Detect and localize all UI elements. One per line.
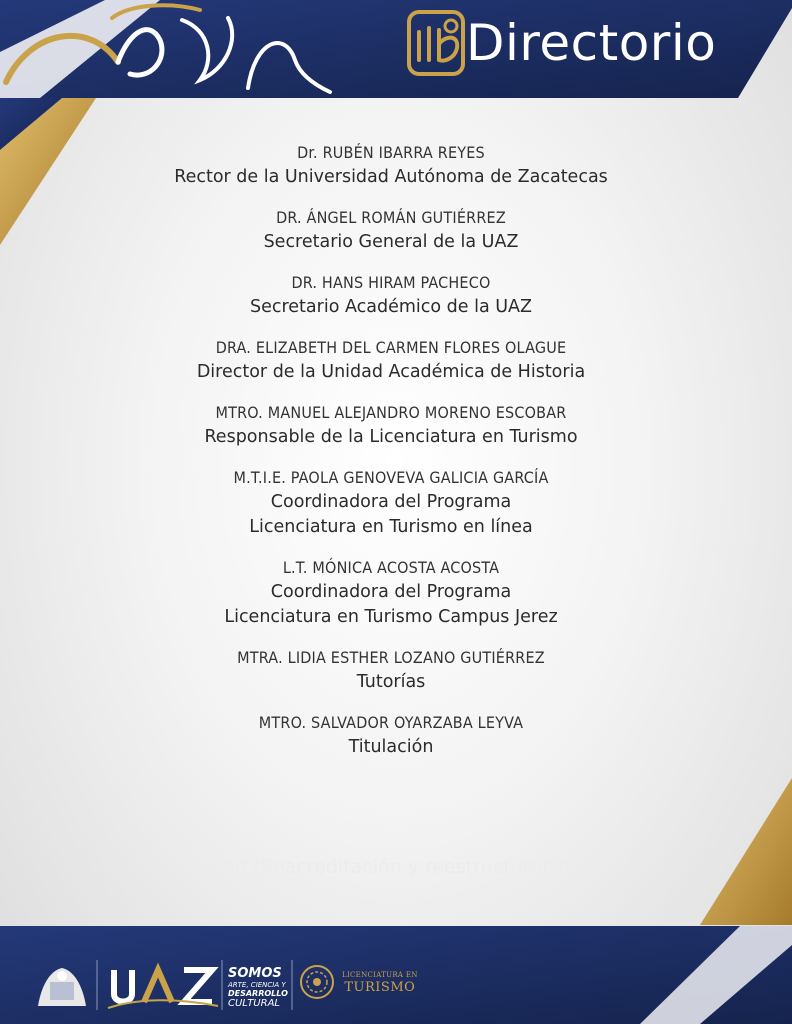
entry-name: M.T.I.E. PAOLA GENOVEVA GALICIA GARCÍA bbox=[233, 468, 549, 487]
ghost-text: lidad (Reacreditación y reestructuración) bbox=[200, 856, 590, 878]
cultural-label: CULTURAL bbox=[228, 998, 280, 1009]
directory-entry bbox=[96, 270, 686, 320]
directory-entry bbox=[96, 335, 686, 385]
directory-entry bbox=[96, 140, 686, 190]
entry-role: Secretario General de la UAZ bbox=[263, 232, 519, 252]
directory-entry bbox=[96, 555, 686, 630]
entry-name: MTRO. MANUEL ALEJANDRO MORENO ESCOBAR bbox=[215, 403, 567, 422]
somos-label: SOMOS bbox=[228, 966, 282, 981]
entry-name: MTRA. LIDIA ESTHER LOZANO GUTIÉRREZ bbox=[237, 648, 545, 667]
entry-role: Responsable de la Licenciatura en Turismo bbox=[204, 427, 578, 447]
licenciatura-turismo-logo bbox=[342, 972, 418, 994]
entry-role: Coordinadora del Programa Licenciatura en Turismo en línea bbox=[249, 492, 533, 537]
entry-name: DRA. ELIZABETH DEL CARMEN FLORES OLAGUE bbox=[215, 338, 567, 357]
page-title: Directorio bbox=[466, 14, 717, 72]
right-gold-stripe bbox=[700, 778, 792, 925]
lic-line1: LICENCIATURA EN bbox=[342, 971, 418, 979]
desarrollo-label: DESARROLLO bbox=[228, 989, 288, 998]
arte-ciencia-label: ARTE, CIENCIA Y bbox=[228, 981, 286, 989]
entry-role: Coordinadora del Programa Licenciatura en Turismo Campus Jerez bbox=[224, 582, 558, 627]
entry-name: Dr. RUBÉN IBARRA REYES bbox=[297, 143, 485, 162]
entry-role: Rector de la Universidad Autónoma de Zacatecas bbox=[174, 167, 608, 187]
entry-name: DR. HANS HIRAM PACHECO bbox=[291, 273, 491, 292]
directory-list bbox=[96, 140, 686, 775]
entry-name: L.T. MÓNICA ACOSTA ACOSTA bbox=[282, 558, 500, 577]
entry-name: DR. ÁNGEL ROMÁN GUTIÉRREZ bbox=[276, 208, 506, 227]
directory-entry bbox=[96, 465, 686, 540]
directory-entry bbox=[96, 205, 686, 255]
directory-entry bbox=[96, 400, 686, 450]
directory-entry bbox=[96, 710, 686, 760]
entry-role: Secretario Académico de la UAZ bbox=[249, 297, 533, 317]
entry-role: Director de la Unidad Académica de Historia bbox=[196, 362, 586, 382]
lic-line2: TURISMO bbox=[344, 980, 416, 995]
directory-entry bbox=[96, 645, 686, 695]
somos-slogan bbox=[228, 964, 288, 1009]
entry-role: Titulación bbox=[348, 737, 434, 757]
entry-name: MTRO. SALVADOR OYARZABA LEYVA bbox=[258, 713, 524, 732]
entry-role: Tutorías bbox=[356, 672, 426, 692]
